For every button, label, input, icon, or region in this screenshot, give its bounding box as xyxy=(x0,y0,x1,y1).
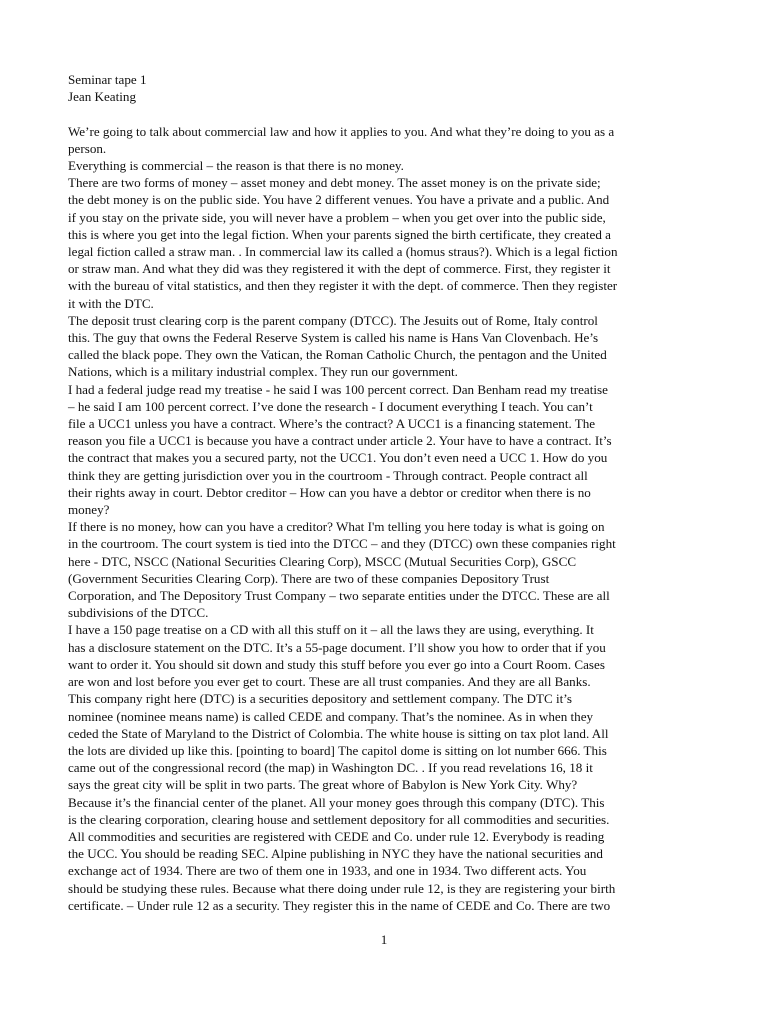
body-line: If there is no money, how can you have a creditor? What I'm telling you here today is what is going on xyxy=(68,519,605,535)
body-line: Because it’s the financial center of the planet. All your money goes through this company (DTC). This xyxy=(68,794,605,810)
body-line: reason you file a UCC1 is because you have a contract under article 2. Your have to have a contract. It’s xyxy=(68,433,612,449)
body-line: – he said I am 100 percent correct. I’ve done the research - I document everything I teach. You can’t xyxy=(68,398,593,414)
body-line: This company right here (DTC) is a securities depository and settlement company. The DTC it’s xyxy=(68,691,572,707)
body-line: this. The guy that owns the Federal Reserve System is called his name is Hans Van Clovenbach. He’s xyxy=(68,330,599,346)
document-body xyxy=(68,123,708,914)
body-line: says the great city will be split in two parts. The great whore of Babylon is New York City. Why? xyxy=(68,777,578,793)
body-line: (Government Securities Clearing Corp). There are two of these companies Depository Trust xyxy=(68,570,550,586)
document-text xyxy=(68,71,708,914)
body-line: Everything is commercial – the reason is that there is no money. xyxy=(68,158,404,173)
body-line: There are two forms of money – asset money and debt money. The asset money is on the private side; xyxy=(68,175,601,191)
body-line: the contract that makes you a secured party, not the UCC1. You don’t even need a UCC 1. How do you xyxy=(68,450,608,466)
body-line: is the clearing corporation, clearing house and settlement depository for all commodities and securities. xyxy=(68,811,610,827)
body-line: ceded the State of Maryland to the District of Colombia. The white house is sitting on tax plot land. All xyxy=(68,725,609,741)
body-line: this is where you get into the legal fiction. When your parents signed the birth certificate, they created a xyxy=(68,226,611,242)
body-line: file a UCC1 unless you have a contract. Where’s the contract? A UCC1 is a financing statement. The xyxy=(68,416,596,432)
body-line: I had a federal judge read my treatise - he said I was 100 percent correct. Dan Benham read my treatise xyxy=(68,381,608,397)
body-line: called the black pope. They own the Vatican, the Roman Catholic Church, the pentagon and the United xyxy=(68,347,607,363)
body-line: their rights away in court. Debtor creditor – How can you have a debtor or creditor when there is no xyxy=(68,484,591,500)
body-line: Corporation, and The Depository Trust Company – two separate entities under the DTCC. These are all xyxy=(68,588,610,604)
body-line: We’re going to talk about commercial law and how it applies to you. And what they’re doing to you as a xyxy=(68,123,615,139)
page-number: 1 xyxy=(380,932,388,947)
body-line: the UCC. You should be reading SEC. Alpine publishing in NYC they have the national securities and xyxy=(68,846,603,862)
body-line: All commodities and securities are registered with CEDE and Co. under rule 12. Everybody is reading xyxy=(68,828,605,844)
body-line: it with the DTC. xyxy=(68,295,154,311)
blank-line xyxy=(68,105,708,122)
body-line: exchange act of 1934. There are two of them one in 1933, and one in 1934. Two different acts. You xyxy=(68,863,587,879)
body-line: with the bureau of vital statistics, and then they register it with the dept. of commerce. Then they register xyxy=(68,278,618,294)
document-author: Jean Keating xyxy=(68,89,136,105)
body-line: or straw man. And what they did was they registered it with the dept of commerce. First, they register it xyxy=(68,261,611,277)
body-line: think they are getting jurisdiction over you in the courtroom - Through contract. People contract all xyxy=(68,467,588,483)
body-line: want to order it. You should sit down and study this stuff before you ever go into a Court Room. Cases xyxy=(68,656,605,672)
body-line: has a disclosure statement on the DTC. It’s a 55-page document. I’ll show you how to order that if you xyxy=(68,639,606,655)
body-line: here - DTC, NSCC (National Securities Clearing Corp), MSCC (Mutual Securities Corp), GSCC xyxy=(68,553,577,569)
body-line: subdivisions of the DTCC. xyxy=(68,605,209,621)
body-line: I have a 150 page treatise on a CD with all this stuff on it – all the laws they are using, everything. It xyxy=(68,622,594,638)
body-line: The deposit trust clearing corp is the parent company (DTCC). The Jesuits out of Rome, Italy control xyxy=(68,312,598,328)
body-line: are won and lost before you ever get to court. These are all trust companies. And they are all Banks. xyxy=(68,674,591,690)
body-line: the lots are divided up like this. [pointing to board] The capitol dome is sitting on lot number 666. This xyxy=(68,742,607,758)
body-line: in the courtroom. The court system is tied into the DTCC – and they (DTCC) own these companies right xyxy=(68,536,616,552)
body-line: should be studying these rules. Because what there doing under rule 12, is they are registering your birth xyxy=(68,880,616,896)
body-line: if you stay on the private side, you will never have a problem – when you get over into the public side, xyxy=(68,209,606,225)
body-line: certificate. – Under rule 12 as a security. They register this in the name of CEDE and Co. There are two xyxy=(68,897,611,913)
body-line: the debt money is on the public side. You have 2 different venues. You have a private and a public. And xyxy=(68,192,610,208)
body-line: money? xyxy=(68,502,110,518)
body-line: legal fiction called a straw man. . In commercial law its called a (homus straus?). Which is a legal fiction xyxy=(68,244,618,260)
body-line: Nations, which is a military industrial complex. They run our government. xyxy=(68,364,458,380)
body-line: nominee (nominee means name) is called CEDE and company. That’s the nominee. As in when they xyxy=(68,708,594,724)
body-line: person. xyxy=(68,140,107,156)
document-title: Seminar tape 1 xyxy=(68,72,147,87)
body-line: came out of the congressional record (the map) in Washington DC. . If you read revelations 16, 18 it xyxy=(68,760,593,776)
